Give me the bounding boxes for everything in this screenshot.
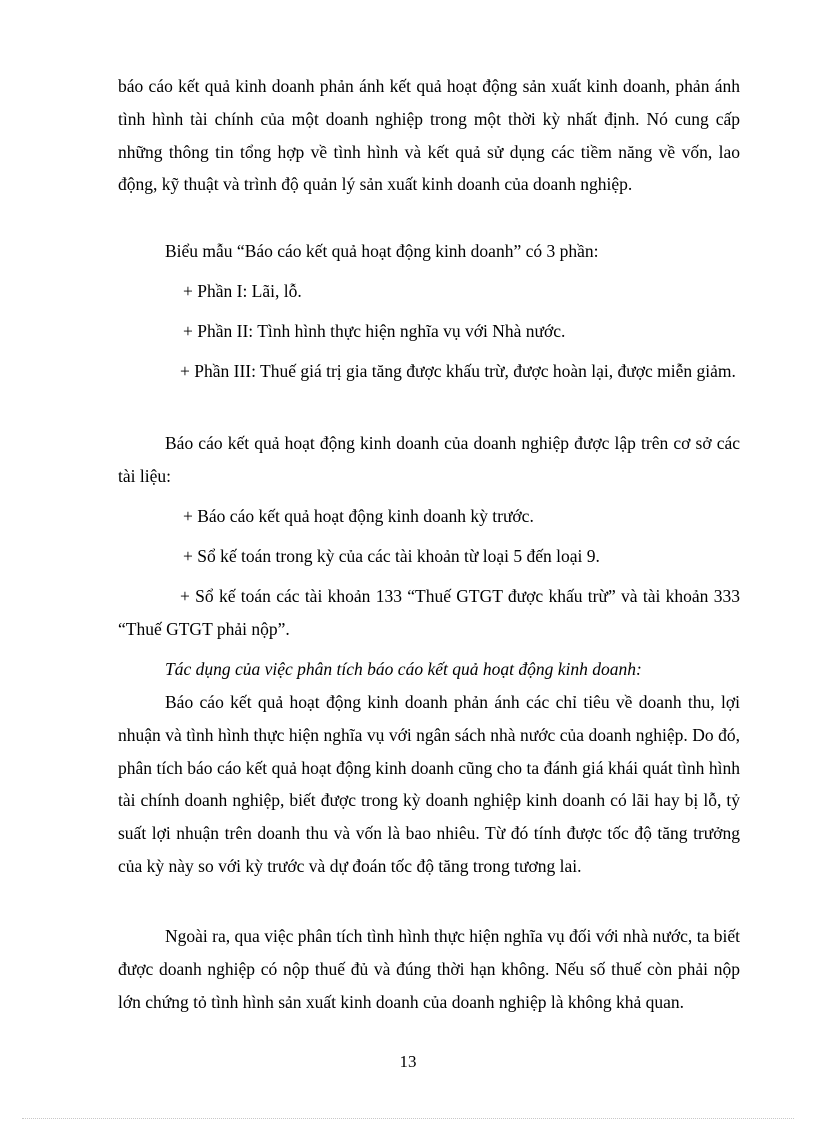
- list-item-source-3: + Sổ kế toán các tài khoản 133 “Thuế GTGT được khấu trừ” và tài khoản 333 “Thuế GTGT phải nộp”.: [118, 586, 740, 639]
- section-heading: Tác dụng của việc phân tích báo cáo kết quả hoạt động kinh doanh:: [165, 659, 642, 679]
- paragraph-analysis-purpose: Báo cáo kết quả hoạt động kinh doanh phản ánh các chỉ tiêu về doanh thu, lợi nhuận và tình hình thực hiện nghĩa vụ với ngân sách nhà nước của doanh nghiệp. Do đó, phân tích báo cáo kết quả hoạt động kinh doanh cũng cho ta đánh giá khái quát tình hình tài chính doanh nghiệp, biết được trong kỳ doanh nghiệp kinh doanh có lãi hay bị lỗ, tỷ suất lợi nhuận trên doanh thu và vốn là bao nhiêu. Từ đó tính được tốc độ tăng trưởng của kỳ này so với kỳ trước và dự đoán tốc độ tăng trong tương lai.: [118, 692, 740, 876]
- page-number: 13: [399, 1052, 417, 1071]
- list-item-source-1: + Báo cáo kết quả hoạt động kinh doanh kỳ trước.: [183, 506, 534, 526]
- list-item-part-3: + Phần III: Thuế giá trị gia tăng được khấu trừ, được hoàn lại, được miễn giảm.: [180, 361, 736, 381]
- list-item-source-2: + Sổ kế toán trong kỳ của các tài khoản từ loại 5 đến loại 9.: [183, 546, 600, 566]
- page-border-line: [22, 1118, 794, 1119]
- paragraph-form-parts: Biểu mẫu “Báo cáo kết quả hoạt động kinh doanh” có 3 phần:: [165, 241, 599, 261]
- list-item-part-2: + Phần II: Tình hình thực hiện nghĩa vụ với Nhà nước.: [183, 321, 566, 341]
- paragraph-tax-obligation: Ngoài ra, qua việc phân tích tình hình thực hiện nghĩa vụ đối với nhà nước, ta biết được doanh nghiệp có nộp thuế đủ và đúng thời hạn không. Nếu số thuế còn phải nộp lớn chứng tỏ tình hình sản xuất kinh doanh của doanh nghiệp là không khả quan.: [118, 926, 740, 1012]
- paragraph-intro: báo cáo kết quả kinh doanh phản ánh kết quả hoạt động sản xuất kinh doanh, phản ánh tình hình tài chính của một doanh nghiệp trong một thời kỳ nhất định. Nó cung cấp những thông tin tổng hợp về tình hình và kết quả sử dụng các tiềm năng về vốn, lao động, kỹ thuật và trình độ quản lý sản xuất kinh doanh của doanh nghiệp.: [118, 76, 740, 195]
- paragraph-sources-intro: Báo cáo kết quả hoạt động kinh doanh của doanh nghiệp được lập trên cơ sở các tài liệu:: [118, 433, 740, 486]
- list-item-part-1: + Phần I: Lãi, lỗ.: [183, 281, 302, 301]
